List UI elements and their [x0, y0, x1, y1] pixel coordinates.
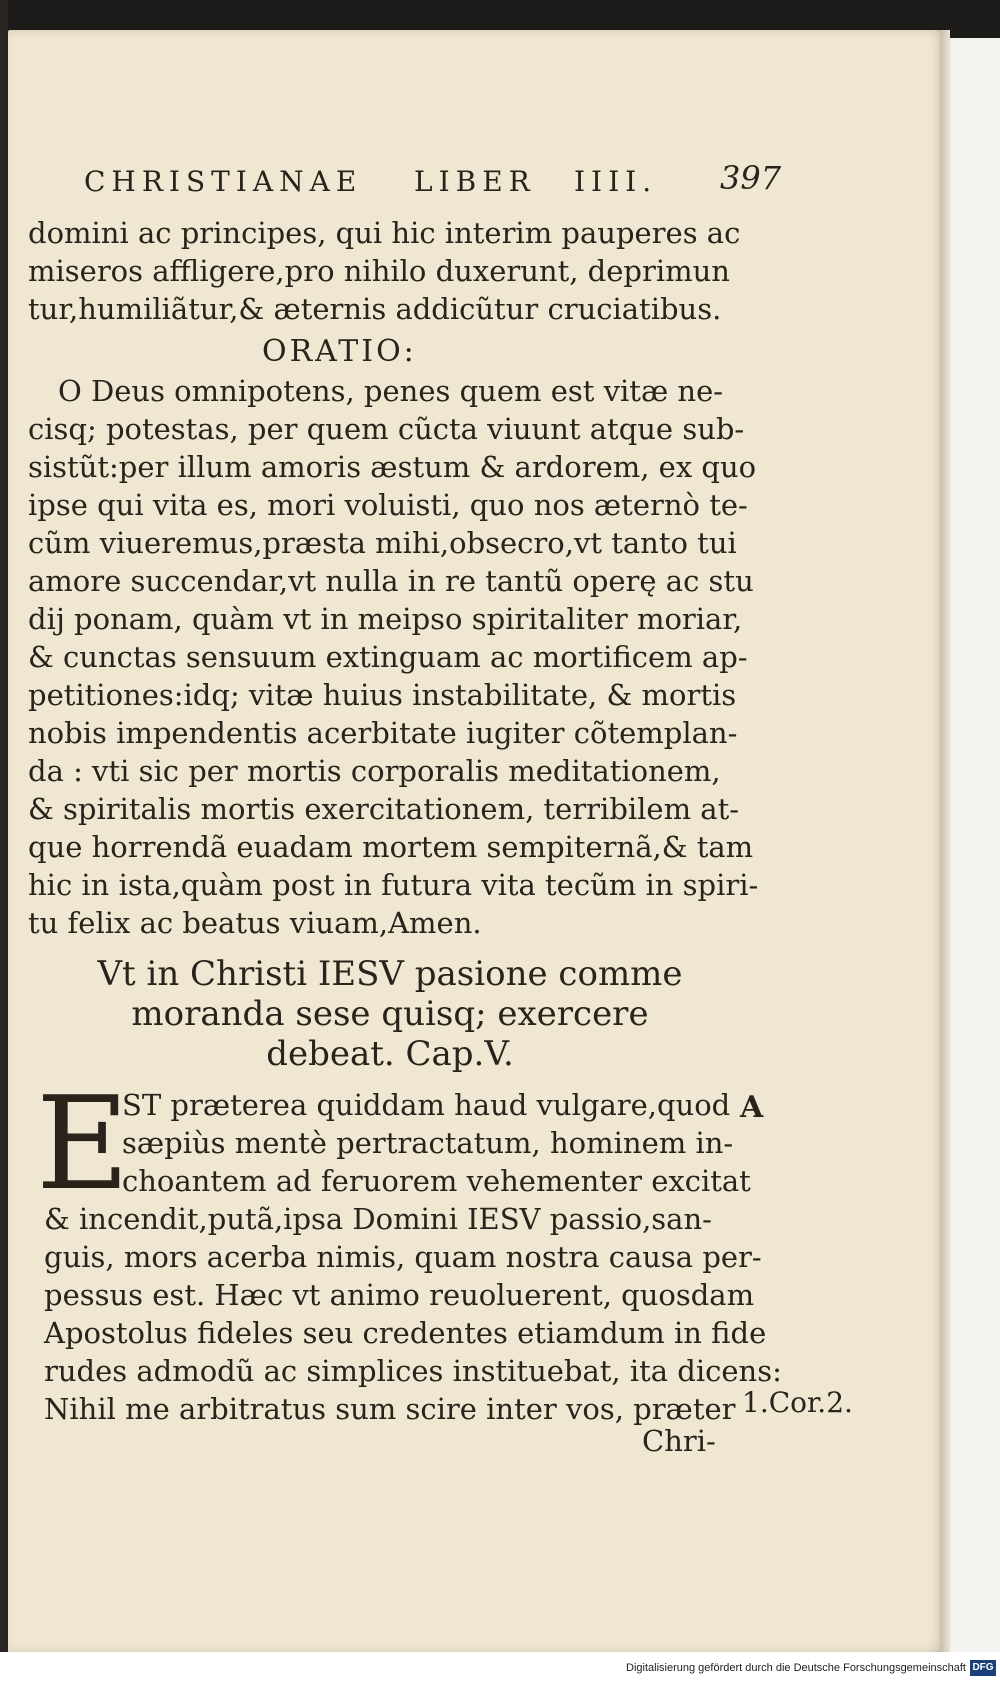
text-line: ST præterea quiddam haud vulgare,quod: [122, 1088, 731, 1122]
chapter-heading: [30, 954, 750, 1074]
footer-credit: Digitalisierung gefördert durch die Deutsche Forschungsgemeinschaft: [626, 1662, 966, 1674]
text-line: cũm viueremus,præsta mihi,obsecro,vt tanto tui: [28, 526, 737, 560]
text-line: da : vti sic per mortis corporalis meditationem,: [28, 754, 721, 788]
text-line: tur,humiliãtur,& æternis addicũtur cruciatibus.: [28, 292, 722, 326]
text-line: ipse qui vita es, mori voluisti, quo nos æternò te-: [28, 488, 748, 522]
text-line: amore succendar,vt nulla in re tantũ operę ac stu: [28, 564, 754, 598]
oratio-paragraph: [28, 372, 759, 942]
running-head-book: LIBER: [414, 165, 536, 198]
text-line: O Deus omnipotens, penes quem est vitæ ne-: [58, 374, 724, 408]
top-paragraph: [28, 214, 741, 328]
text-line: sæpiùs mentè pertractatum, hominem in-: [122, 1126, 734, 1160]
text-line: & spiritalis mortis exercitationem, terribilem at-: [28, 792, 740, 826]
text-line: dij ponam, quàm vt in meipso spiritaliter moriar,: [28, 602, 743, 636]
text-line: guis, mors acerba nimis, quam nostra causa per-: [44, 1240, 762, 1274]
text-line: nobis impendentis acerbitate iugiter cõtemplan-: [28, 716, 738, 750]
running-head-title: CHRISTIANAE: [84, 165, 363, 198]
text-line: pessus est. Hæc vt animo reuoluerent, quosdam: [44, 1278, 755, 1312]
chapter-paragraph: [44, 1200, 782, 1428]
catchword: Chri-: [642, 1424, 716, 1458]
oratio-heading: ORATIO:: [262, 334, 417, 369]
text-line: Apostolus fideles seu credentes etiamdum in fide: [44, 1316, 767, 1350]
drop-cap: E: [36, 1070, 130, 1219]
text-line: domini ac principes, qui hic interim pauperes ac: [28, 216, 741, 250]
running-head-book-number: IIII.: [574, 165, 658, 198]
marginal-section-letter: A: [740, 1090, 764, 1125]
text-line: rudes admodũ ac simplices instituebat, ita dicens:: [44, 1354, 782, 1388]
chapter-heading-line: Vt in Christi IESV pasione comme: [97, 954, 683, 994]
chapter-first-lines: [122, 1086, 762, 1200]
chapter-heading-line: moranda sese quisq; exercere: [131, 994, 649, 1034]
text-line: que horrendã euadam mortem sempiternã,& tam: [28, 830, 754, 864]
text-line: Nihil me arbitratus sum scire inter vos, præter: [44, 1392, 736, 1426]
chapter-heading-line: debeat. Cap.V.: [266, 1034, 514, 1074]
marginal-reference: 1.Cor.2.: [742, 1386, 853, 1419]
text-line: choantem ad feruorem vehementer excitat: [122, 1164, 751, 1198]
text-line: miseros affligere,pro nihilo duxerunt, deprimun: [28, 254, 730, 288]
dfg-logo: DFG: [970, 1660, 996, 1676]
text-line: & incendit,putã,ipsa Domini IESV passio,san-: [44, 1202, 712, 1236]
page-number: 397: [720, 159, 782, 197]
text-line: hic in ista,quàm post in futura vita tecũm in spiri-: [28, 868, 759, 902]
text-line: sistũt:per illum amoris æstum & ardorem, ex quo: [28, 450, 757, 484]
text-line: cisq; potestas, per quem cũcta viuunt atque sub-: [28, 412, 745, 446]
running-head: [84, 159, 782, 205]
text-line: petitiones:idq; vitæ huius instabilitate, & mortis: [28, 678, 737, 712]
text-line: & cunctas sensuum extinguam ac mortificem ap-: [28, 640, 748, 674]
text-line: tu felix ac beatus viuam,Amen.: [28, 906, 482, 940]
